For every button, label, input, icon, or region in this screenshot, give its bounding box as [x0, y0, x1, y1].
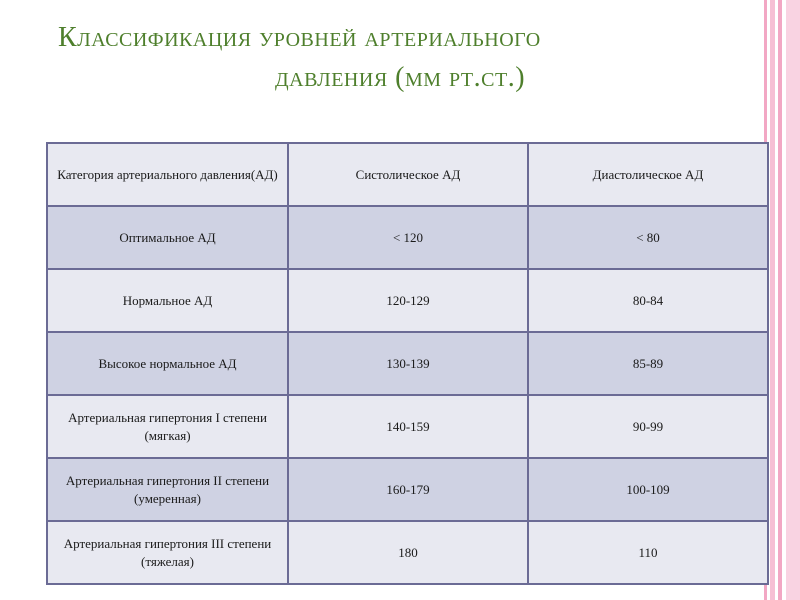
cell-diastolic: 90-99	[528, 395, 768, 458]
slide-title-line-1: Классификация уровней артериального	[58, 22, 541, 53]
cell-systolic: 120-129	[288, 269, 528, 332]
decorative-stripe	[770, 0, 775, 600]
cell-diastolic: < 80	[528, 206, 768, 269]
blood-pressure-table	[46, 142, 769, 585]
slide-title	[50, 18, 750, 98]
cell-systolic: 180	[288, 521, 528, 584]
cell-diastolic: 85-89	[528, 332, 768, 395]
cell-category: Артериальная гипертония III степени (тяжелая)	[47, 521, 288, 584]
header-category: Категория артериального давления(АД)	[47, 143, 288, 206]
cell-category: Артериальная гипертония I степени (мягкая)	[47, 395, 288, 458]
table-row	[47, 395, 768, 458]
table-row	[47, 269, 768, 332]
header-diastolic: Диастолическое АД	[528, 143, 768, 206]
cell-systolic: 140-159	[288, 395, 528, 458]
cell-category: Нормальное АД	[47, 269, 288, 332]
table-header-row	[47, 143, 768, 206]
table-row	[47, 521, 768, 584]
table-row	[47, 458, 768, 521]
cell-systolic: < 120	[288, 206, 528, 269]
cell-systolic: 160-179	[288, 458, 528, 521]
decorative-stripe	[786, 0, 800, 600]
table-row	[47, 332, 768, 395]
cell-category: Оптимальное АД	[47, 206, 288, 269]
decorative-stripe	[778, 0, 782, 600]
cell-diastolic: 80-84	[528, 269, 768, 332]
cell-diastolic: 110	[528, 521, 768, 584]
header-systolic: Систолическое АД	[288, 143, 528, 206]
slide-title-line-2: давления (мм рт.ст.)	[274, 62, 526, 93]
cell-diastolic: 100-109	[528, 458, 768, 521]
cell-category: Высокое нормальное АД	[47, 332, 288, 395]
cell-systolic: 130-139	[288, 332, 528, 395]
cell-category: Артериальная гипертония II степени (умеренная)	[47, 458, 288, 521]
table-row	[47, 206, 768, 269]
